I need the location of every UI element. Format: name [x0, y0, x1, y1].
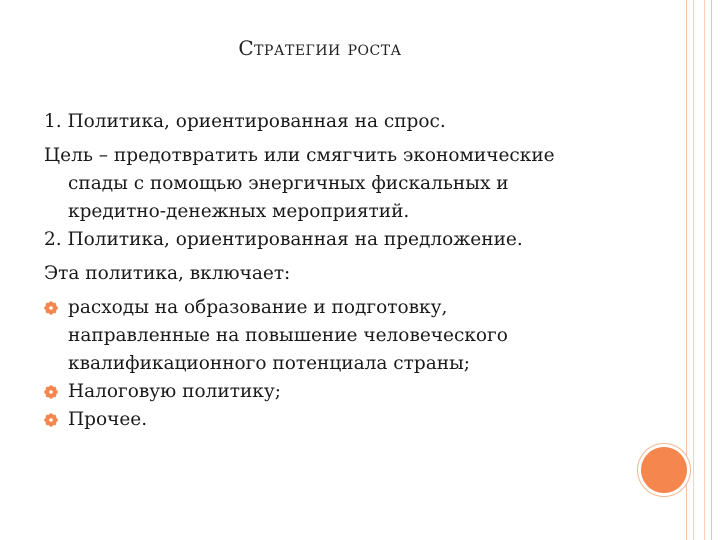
slide-body: [44, 108, 664, 434]
gear-flower-icon: [44, 385, 58, 399]
bullet-item: [44, 406, 664, 434]
goal-continuation-1: спады с помощью энергичных фискальных и: [68, 173, 509, 194]
bullet-text-line: расходы на образование и подготовку,: [68, 297, 448, 318]
decorative-circle: [641, 447, 687, 493]
slide-title: Стратегии роста: [238, 36, 402, 60]
includes-line: Эта политика, включает:: [44, 263, 291, 284]
policy-demand-line: 1. Политика, ориентированная на спрос.: [44, 111, 446, 132]
bullet-text-line: направленные на повышение человеческого: [68, 325, 508, 346]
bullet-text-line: Налоговую политику;: [68, 381, 281, 402]
goal-line: Цель – предотвратить или смягчить экономические: [44, 145, 555, 166]
right-border-inner-decoration: [693, 0, 705, 540]
gear-flower-icon: [44, 413, 58, 427]
bullet-text-line: Прочее.: [68, 409, 148, 430]
policy-supply-line: 2. Политика, ориентированная на предложение.: [44, 229, 523, 250]
goal-continuation-2: кредитно-денежных мероприятий.: [68, 201, 410, 222]
bullet-item: [44, 378, 664, 406]
gear-flower-icon: [44, 301, 58, 315]
bullet-item: [44, 294, 664, 378]
bullet-text-line: квалификационного потенциала страны;: [68, 353, 471, 374]
